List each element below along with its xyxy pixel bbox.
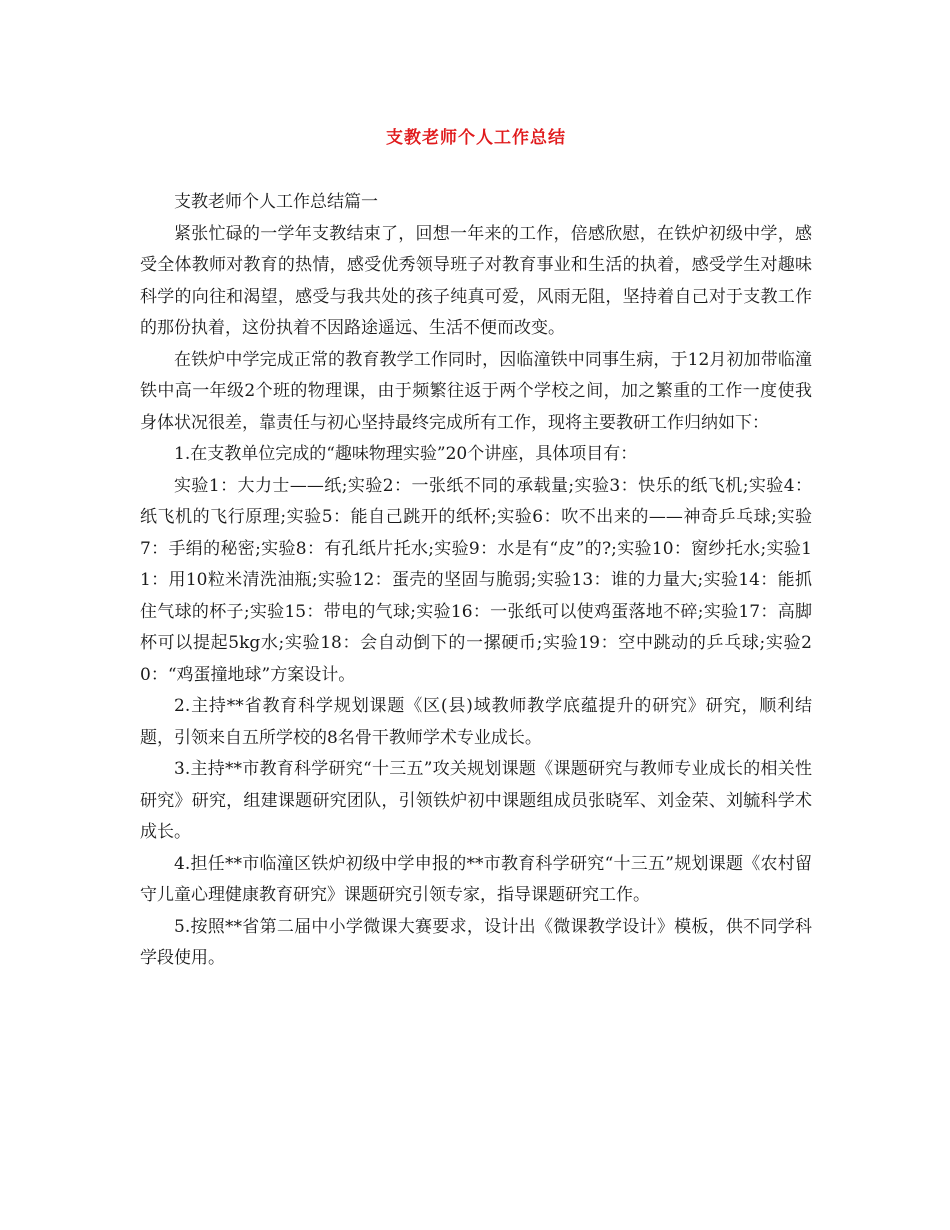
- list-item-5: 5.按照**省第二届中小学微课大赛要求，设计出《微课教学设计》模板，供不同学科学段使用。: [140, 916, 812, 968]
- list-item-2: 2.主持**省教育科学规划课题《区(县)域教师教学底蕴提升的研究》研究，顺利结题，引领来自五所学校的8名骨干教师学术专业成长。: [140, 696, 812, 748]
- experiment-list: 实验1：大力士——纸;实验2：一张纸不同的承载量;实验3：快乐的纸飞机;实验4：纸飞机的飞行原理;实验5：能自己跳开的纸杯;实验6：吹不出来的——神奇乒乓球;实验7：手绢的秘密;实验8：有孔纸片托水;实验9：水是有“皮”的?;实验10：窗纱托水;实验11：用10粒米清洗油瓶;实验12：蛋壳的坚固与脆弱;实验13：谁的力量大;实验14：能抓住气球的杯子;实验15：带电的气球;实验16：一张纸可以使鸡蛋落地不碎;实验17：高脚杯可以提起5kg水;实验18：会自动倒下的一摞硬币;实验19：空中跳动的乒乓球;实验20：“鸡蛋撞地球”方案设计。: [140, 475, 812, 685]
- list-item-3: 3.主持**市教育科学研究“十三五”攻关规划课题《课题研究与教师专业成长的相关性研究》研究，组建课题研究团队，引领铁炉初中课题组成员张晓军、刘金荣、刘毓科学术成长。: [140, 759, 812, 842]
- document-body: [140, 187, 812, 975]
- list-item-4: 4.担任**市临潼区铁炉初级中学申报的**市教育科学研究“十三五”规划课题《农村留守儿童心理健康教育研究》课题研究引领专家，指导课题研究工作。: [140, 853, 812, 905]
- section-heading: 支教老师个人工作总结篇一: [174, 192, 378, 212]
- document-title: 支教老师个人工作总结: [386, 128, 566, 148]
- list-item-1: 1.在支教单位完成的“趣味物理实验”20个讲座，具体项目有：: [174, 444, 638, 464]
- paragraph-intro: 紧张忙碌的一学年支教结束了，回想一年来的工作，倍感欣慰，在铁炉初级中学，感受全体教师对教育的热情，感受优秀领导班子对教育事业和生活的执着，感受学生对趣味科学的向往和渴望，感受与我共处的孩子纯真可爱，风雨无阻，坚持着自己对于支教工作的那份执着，这份执着不因路途遥远、生活不便而改变。: [140, 223, 812, 338]
- paragraph-overview: 在铁炉中学完成正常的教育教学工作同时，因临潼铁中同事生病，于12月初加带临潼铁中高一年级2个班的物理课，由于频繁往返于两个学校之间，加之繁重的工作一度使我身体状况很差，靠责任与初心坚持最终完成所有工作，现将主要教研工作归纳如下：: [140, 349, 812, 433]
